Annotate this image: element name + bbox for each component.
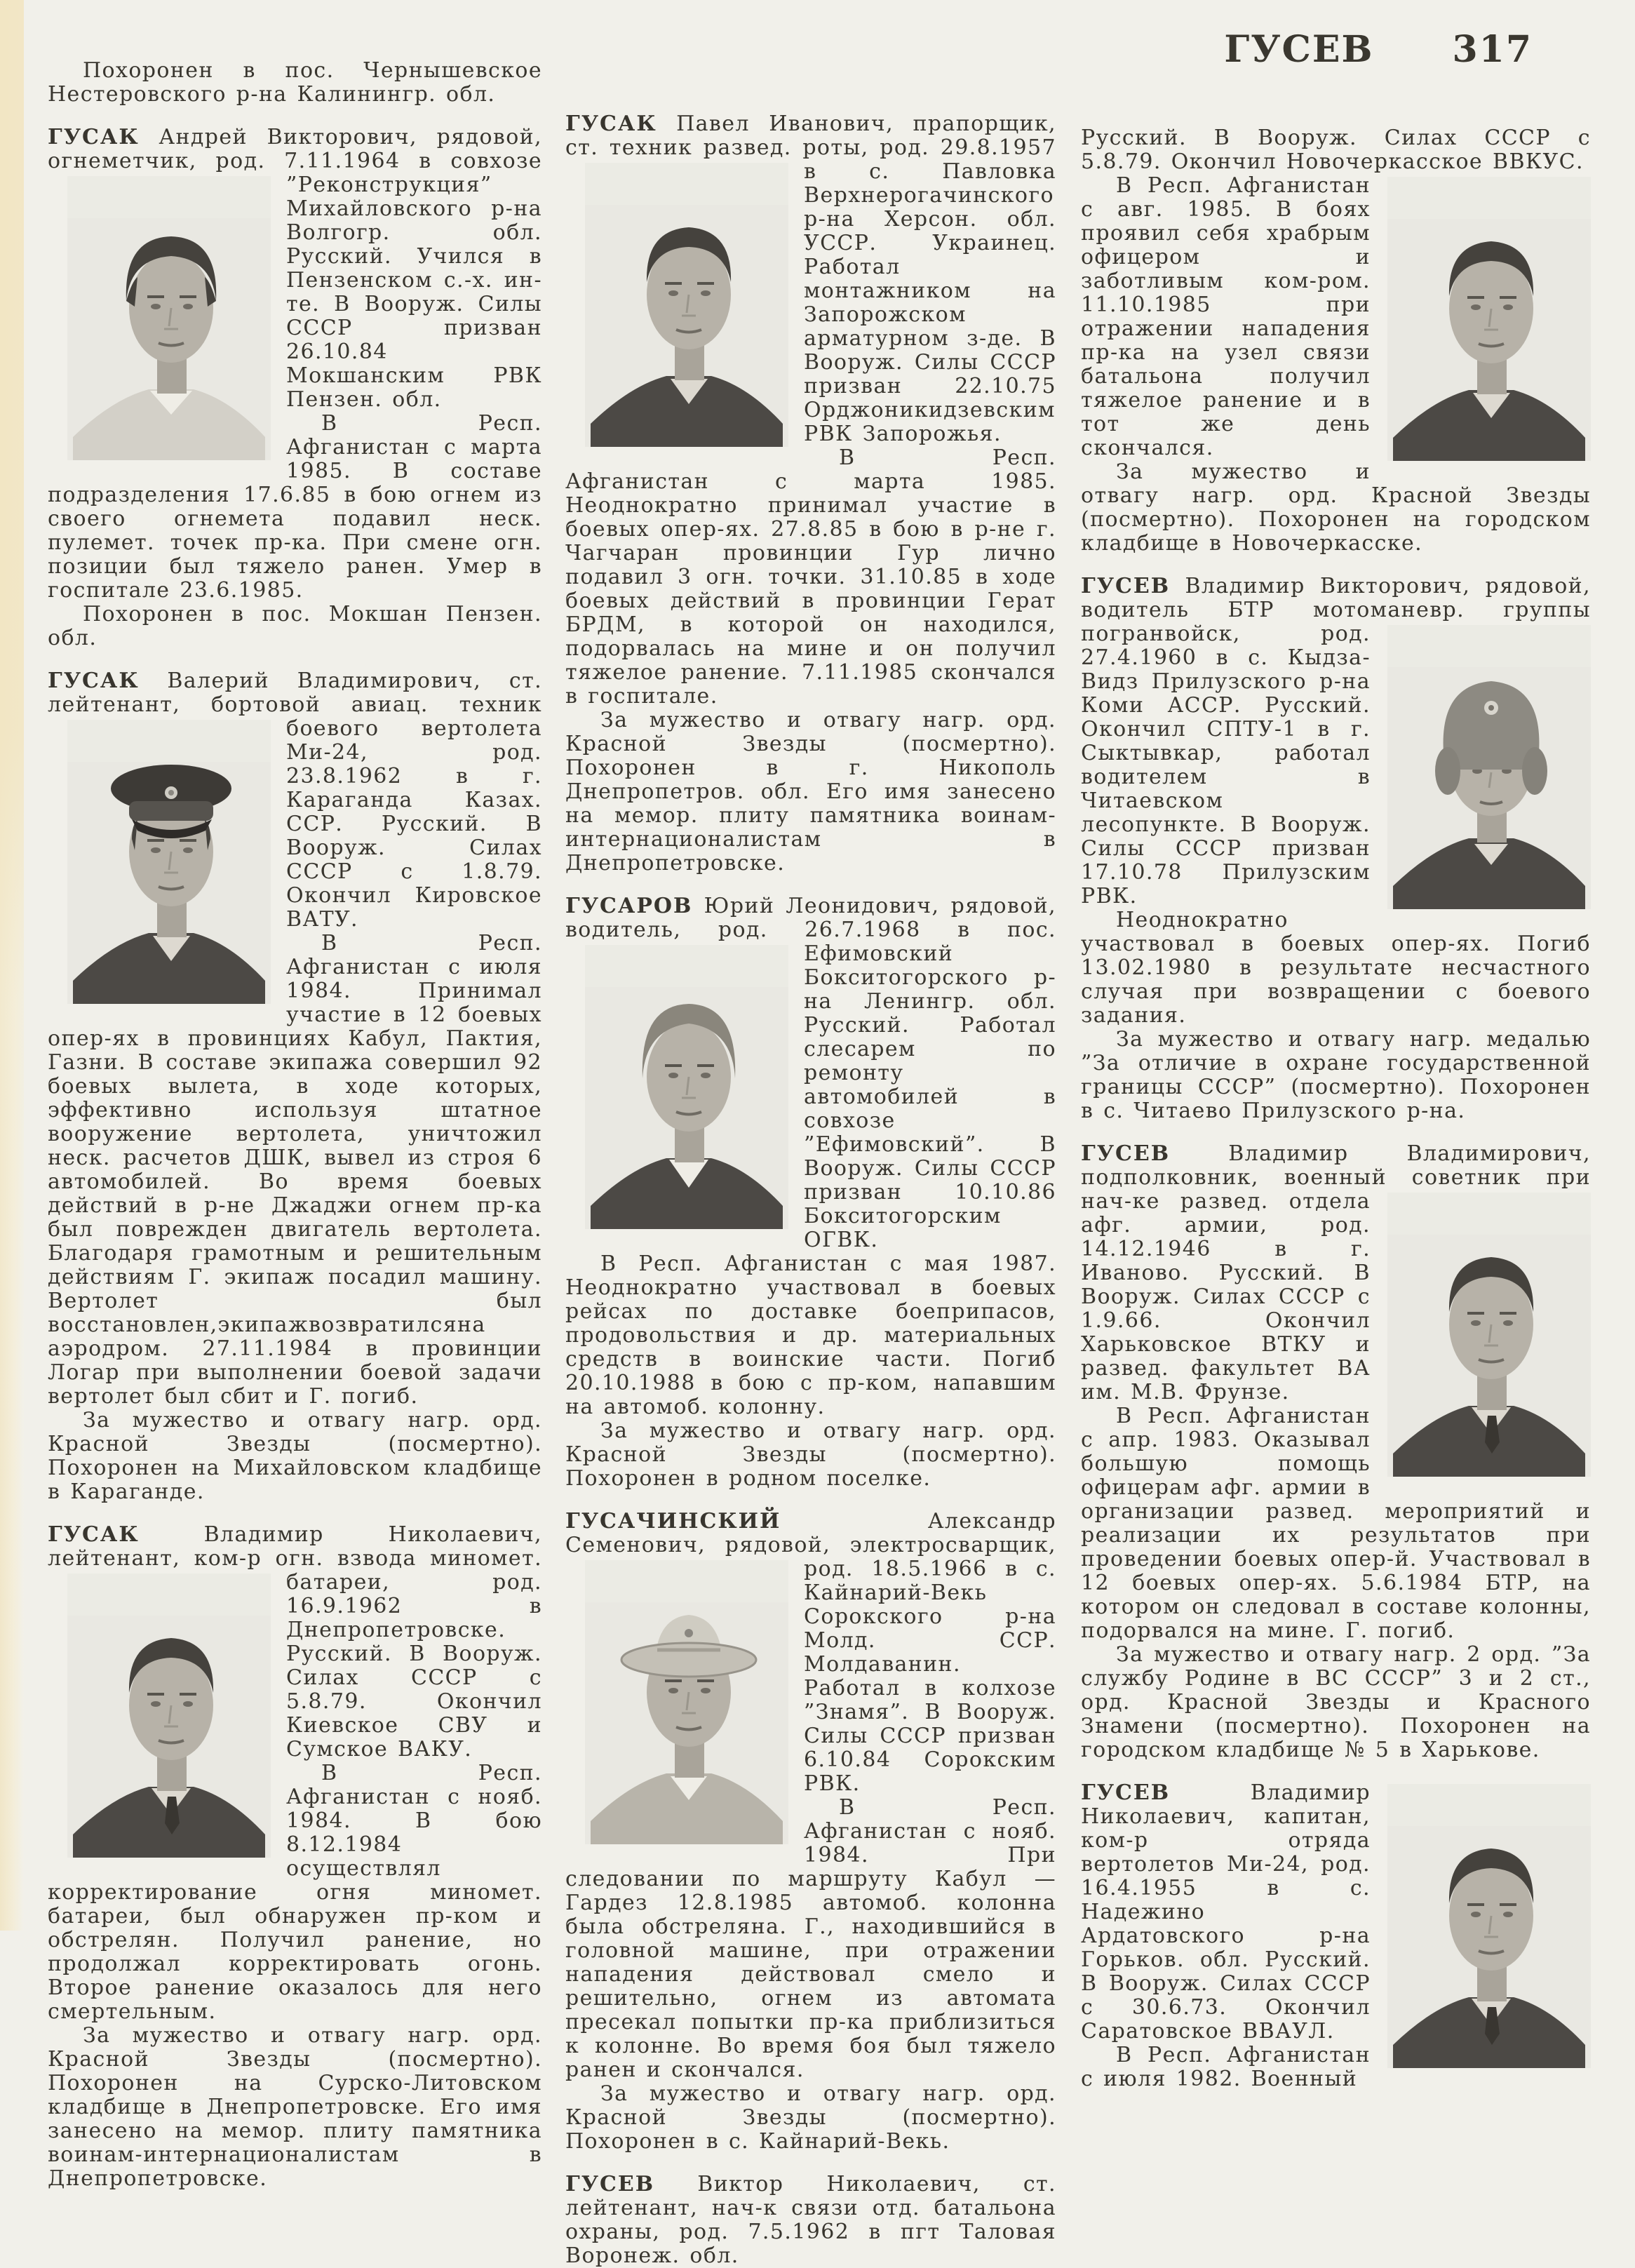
paragraph: Похоронен в пос. Чернышевское Нестеровского р-на Калинингр. обл. bbox=[48, 58, 542, 107]
paragraph: Похоронен в пос. Мокшан Пензен. обл. bbox=[48, 602, 542, 650]
paragraph: В Респ. Афганистан с мая 1987. Неоднократно участвовал в боевых рейсах по доставке боеприпасов, продовольствия и др. материальных средств в воинские части. Погиб 20.10.1988 в бою с пр-ком, напавшим на автомоб. колонну. bbox=[565, 1252, 1056, 1419]
paragraph: В Респ. Афганистан с июля 1984. Принимал участие в 12 боевых опер-ях в провинциях Кабул, Пактия, Газни. В составе экипажа совершил 92 боевых вылета, в ходе которых, эффективно используя штатное вооружение вертолета, уничтожил неск. расчетов ДШК, вывел из строя 6 автомобилей. Во время боевых действий в р-не Джаджи огнем пр-ка был поврежден двигатель вертолета. Благодаря грамотным и решительным действиям Г. экипаж посадил машину. Вертолет был восстановлен,экипажвозвратилсяна аэродром. 27.11.1984 в провинции Логар при выполнении боевой задачи вертолет был сбит и Г. погиб. bbox=[48, 931, 542, 1409]
paragraph: За мужество и отвагу нагр. орд. Красной Звезды (посмертно). Похоронен в родном поселке. bbox=[565, 1418, 1056, 1491]
gusak-vladimir-nikolaevich bbox=[48, 1523, 542, 2191]
paragraph: ГУСЕВ Владимир Николаевич, капитан, ком-р отряда вертолетов Ми-24, род. 16.4.1955 в с. Надежино Ардатовского р-на Горьков. обл. Русский. В Вооруж. Силах СССР с 30.6.73. Окончил Саратовское ВВАУЛ. bbox=[1081, 1781, 1591, 2044]
entry-surname: ГУСАК bbox=[48, 1522, 140, 1547]
portrait-photo-gusak-pavel-ivanovich bbox=[585, 163, 788, 447]
entry-surname: ГУСАРОВ bbox=[565, 894, 693, 918]
paragraph: Русский. В Вооруж. Силах СССР с 5.8.79. Окончил Новочеркасское ВВКУС. bbox=[1081, 126, 1591, 174]
paragraph: За мужество и отвагу нагр. орд. Красной Звезды (посмертно). Похоронен на Михайловском кладбище в Караганде. bbox=[48, 1408, 542, 1504]
page-number: 317 bbox=[1452, 28, 1533, 71]
gusev-vladimir-nikolaevich-2 bbox=[1081, 1781, 1591, 2091]
portrait-photo-gusak-valery-vladimirovich bbox=[67, 720, 271, 1004]
portrait-photo-gusev-vladimir-viktorovich bbox=[1387, 625, 1591, 909]
entry-surname: ГУСЕВ bbox=[565, 2172, 655, 2196]
paragraph: В Респ. Афганистан с июля 1982. Военный bbox=[1081, 2043, 1371, 2091]
prev-entry-continuation bbox=[48, 59, 542, 107]
paragraph: Неоднократно участвовал в боевых опер-ях. Погиб 13.02.1980 в результате несчастного случая при возвращении с боевого задания. bbox=[1081, 908, 1591, 1028]
paragraph: ГУСАК Валерий Владимирович, ст. лейтенант, бортовой авиац. техник боевого вертолета Ми-24, род. 23.8.1962 в г. Караганда Казах. ССР. Русский. В Вооруж. Силах СССР с 1.8.79. Окончил Кировское ВАТУ. bbox=[48, 669, 542, 932]
entry-surname: ГУСАК bbox=[48, 669, 140, 693]
paragraph: В Респ. Афганистан с нояб. 1984. В бою 8.12.1984 осуществлял корректирование огня миномет. батареи, был обнаружен пр-ком и обстрелян. Получил ранение, но продолжал корректировать огонь. Второе ранение оказалось для него смертельным. bbox=[48, 1761, 542, 2024]
paragraph: За мужество и отвагу нагр. 2 орд. ”За службу Родине в ВС СССР” 3 и 2 ст., орд. Красной Звезды и Красного Знамени (посмертно). Похоронен на городском кладбище № 5 в Харькове. bbox=[1081, 1642, 1591, 1762]
gusak-andrey-viktorovich bbox=[48, 126, 542, 650]
gusev-vladimir-viktorovich bbox=[1081, 575, 1591, 1123]
portrait-photo-gusev-vladimir-vladimirovich bbox=[1387, 1193, 1591, 1477]
gusak-pavel-ivanovich bbox=[565, 112, 1056, 875]
portrait-photo-gusak-vladimir-nikolaevich bbox=[67, 1573, 271, 1858]
entry-surname: ГУСЕВ bbox=[1081, 1780, 1171, 1805]
entry-surname: ГУСАК bbox=[565, 112, 657, 136]
gusak-valery-vladimirovich bbox=[48, 669, 542, 1504]
page-edge-scan-band bbox=[0, 0, 24, 1931]
column-2 bbox=[565, 59, 1056, 2268]
paragraph: ГУСЕВ Владимир Викторович, рядовой, водитель БТР мотоманевр. группы погранвойск, род. 27.4.1960 в с. Кыдза-Видз Прилузского р-на Коми АССР. Русский. Окончил СПТУ-1 в г. Сыктывкар, работал водителем в Читаевском лесопункте. В Вооруж. Силы СССР призван 17.10.78 Прилузским РВК. bbox=[1081, 574, 1591, 908]
portrait-photo-gusev-vladimir-nikolaevich-2 bbox=[1387, 1784, 1591, 2068]
paragraph: ГУСЕВ Владимир Владимирович, подполковник, военный советник при нач-ке развед. отдела афг. армии, род. 14.12.1946 в г. Иваново. Русский. В Вооруж. Силах СССР с 1.9.66. Окончил Харьковское ВТКУ и развед. факультет ВА им. М.В. Фрунзе. bbox=[1081, 1142, 1591, 1404]
column-3 bbox=[1081, 59, 1591, 2268]
paragraph: За мужество и отвагу нагр. орд. Красной Звезды (посмертно). Похоронен на городском кладбище в Новочеркасске. bbox=[1081, 459, 1591, 556]
paragraph: В Респ. Афганистан с апр. 1983. Оказывал большую помощь офицерам афг. армии в организации развед. мероприятий и реализации их результатов при проведении боевых опер-й. Участвовал в 12 боевых опер-ях. 5.6.1984 БТР, на котором он следовал в составе колонны, подорвался на мине. Г. погиб. bbox=[1081, 1404, 1591, 1643]
paragraph: ГУСАК Владимир Николаевич, лейтенант, ком-р огн. взвода миномет. батареи, род. 16.9.1962 в Днепропетровске. Русский. В Вооруж. Силах СССР с 5.8.79. Окончил Киевское СВУ и Сумское ВАКУ. bbox=[48, 1523, 542, 1762]
paragraph: В Респ. Афганистан с марта 1985. В составе подразделения 17.6.85 в бою огнем из своего огнемета подавил неск. пулемет. точек пр-ка. При смене огн. позиции был тяжело ранен. Умер в госпитале 23.6.1985. bbox=[48, 411, 542, 603]
paragraph: За мужество и отвагу нагр. медалью ”За отличие в охране государственной границы СССР” (посмертно). Похоронен в с. Читаево Прилузского р-на. bbox=[1081, 1027, 1591, 1123]
portrait-photo-gusarov-yury-leonidovich bbox=[585, 945, 788, 1229]
running-head: ГУСЕВ bbox=[1224, 28, 1374, 71]
paragraph: В Респ. Афганистан с авг. 1985. В боях проявил себя храбрым офицером и заботливым ком-ром. 11.10.1985 при отражении нападения пр-ка на узел связи батальона получил тяжелое ранение и в тот же день скончался. bbox=[1081, 174, 1591, 460]
paragraph: В Респ. Афганистан с марта 1985. Неоднократно принимал участие в боевых опер-ях. 27.8.85 в бою в р-не г. Чагчаран провинции Гур лично подавил 3 огн. точки. 31.10.85 в ходе боевых действий в провинции Герат БРДМ, в которой он находился, подорвалась на мине и он получил тяжелое ранение. 7.11.1985 скончался в госпитале. bbox=[565, 445, 1056, 709]
portrait-photo-gusak-andrey-viktorovich bbox=[67, 176, 271, 460]
paragraph: ГУСАРОВ Юрий Леонидович, рядовой, водитель, род. 26.7.1968 в пос. Ефимовский Бокситогорского р-на Ленингр. обл. Русский. Работал слесарем по ремонту автомобилей в совхозе ”Ефимовский”. В Вооруж. Силы СССР призван 10.10.86 Бокситогорским ОГВК. bbox=[565, 894, 1056, 1252]
gusachinsky-alexandr-semyonovich bbox=[565, 1510, 1056, 2154]
entry-surname: ГУСАК bbox=[48, 125, 140, 149]
paragraph: ГУСЕВ Виктор Николаевич, ст. лейтенант, нач-к связи отд. батальона охраны, род. 7.5.1962 в пгт Таловая Воронеж. обл. bbox=[565, 2172, 1056, 2268]
gusev-vladimir-vladimirovich bbox=[1081, 1142, 1591, 1762]
portrait-photo-gusev-viktor-continuation bbox=[1387, 177, 1591, 461]
gusev-viktor-nikolaevich bbox=[565, 2173, 1056, 2268]
paragraph: ГУСАК Павел Иванович, прапорщик, ст. техник развед. роты, род. 29.8.1957 в с. Павловка Верхнерогачинского р-на Херсон. обл. УССР. Украинец. Работал монтажником на Запорожском арматурном з-де. В Вооруж. Силы СССР призван 22.10.75 Орджоникидзевским РВК Запорожья. bbox=[565, 112, 1056, 446]
column-1 bbox=[48, 59, 542, 2268]
entry-surname: ГУСЕВ bbox=[1081, 1141, 1171, 1166]
paragraph: ГУСАЧИНСКИЙ Александр Семенович, рядовой, электросварщик, род. 18.5.1966 в с. Кайнарий-Векь Сорокского р-на Молд. ССР. Молдаванин. Работал в колхозе ”Знамя”. В Вооруж. Силы СССР призван 6.10.84 Сорокским РВК. bbox=[565, 1510, 1056, 1796]
paragraph: За мужество и отвагу нагр. орд. Красной Звезды (посмертно). Похоронен в г. Никополь Днепропетров. обл. Его имя занесено на мемор. плиту памятника воинам-интернационалистам в Днепропетровске. bbox=[565, 708, 1056, 875]
paragraph: За мужество и отвагу нагр. орд. Красной Звезды (посмертно). Похоронен на Сурско-Литовском кладбище в Днепропетровске. Его имя занесено на мемор. плиту памятника воинам-интернационалистам в Днепропетровске. bbox=[48, 2023, 542, 2191]
paragraph: В Респ. Афганистан с нояб. 1984. При следовании по маршруту Кабул — Гардез 12.8.1985 автомоб. колонна была обстреляна. Г., находившийся в головной машине, при отражении нападения действовал смело и решительно, огнем из автомата пресекал попытки пр-ка приблизиться к колонне. Во время боя был тяжело ранен и скончался. bbox=[565, 1795, 1056, 2082]
paragraph: За мужество и отвагу нагр. орд. Красной Звезды (посмертно). Похоронен в с. Кайнарий-Векь. bbox=[565, 2081, 1056, 2154]
portrait-photo-gusachinsky-alexandr-semyonovich bbox=[585, 1560, 788, 1844]
paragraph: ГУСАК Андрей Викторович, рядовой, огнеметчик, род. 7.11.1964 в совхозе ”Реконструкция” Михайловского р-на Волгогр. обл. Русский. Учился в Пензенском с.-х. ин-те. В Вооруж. Силы СССР призван 26.10.84 Мокшанским РВК Пензен. обл. bbox=[48, 126, 542, 412]
gusarov-yury-leonidovich bbox=[565, 894, 1056, 1491]
columns-container bbox=[48, 59, 1591, 2268]
entry-surname: ГУСЕВ bbox=[1081, 574, 1171, 598]
gusev-viktor-continuation bbox=[1081, 126, 1591, 556]
entry-surname: ГУСАЧИНСКИЙ bbox=[565, 1509, 781, 1534]
